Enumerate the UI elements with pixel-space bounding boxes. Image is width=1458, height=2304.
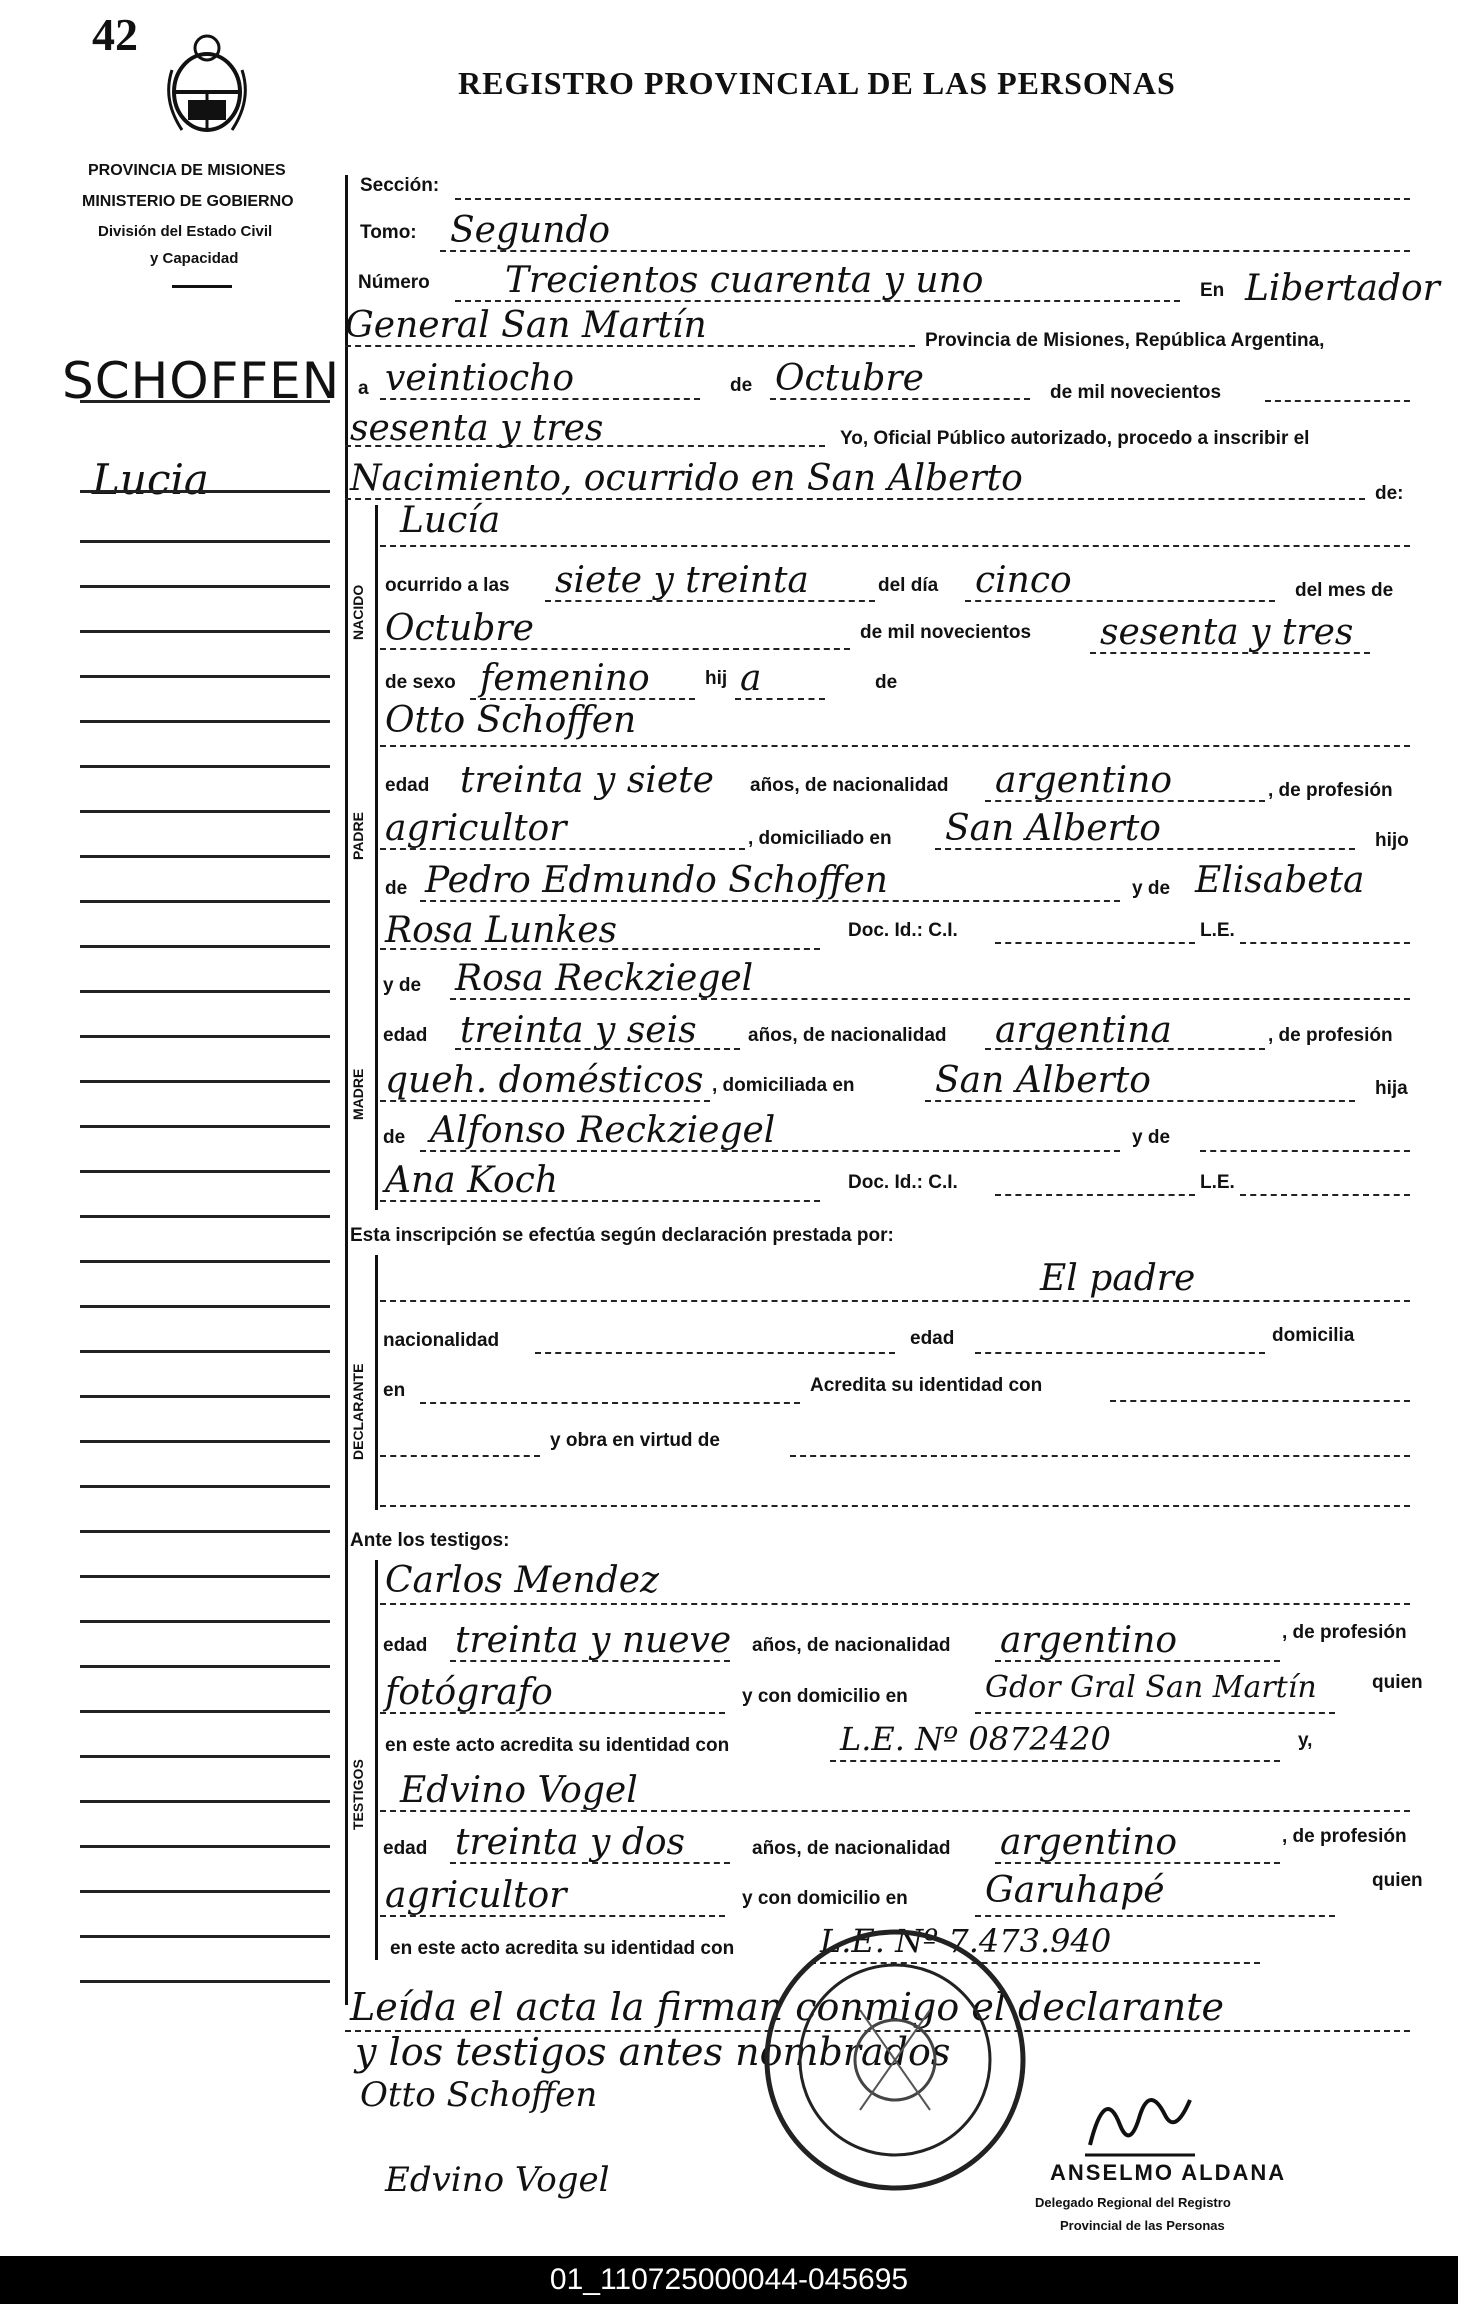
testigo1-prof-label: , de profesión bbox=[1282, 1622, 1407, 1643]
testigo1-nombre-value: Carlos Mendez bbox=[385, 1560, 659, 1601]
madre-nombre-value: Rosa Reckziegel bbox=[455, 958, 754, 999]
sidebar-rule bbox=[80, 1350, 330, 1353]
sidebar-rule bbox=[80, 585, 330, 588]
padre-le-line bbox=[1240, 942, 1410, 944]
testigo1-nac-line bbox=[995, 1660, 1280, 1662]
padre-label: PADRE bbox=[350, 812, 366, 860]
madre-madre-value: Ana Koch bbox=[385, 1160, 559, 1201]
padre-doc-line bbox=[995, 942, 1195, 944]
declarante-nac-label: nacionalidad bbox=[383, 1330, 500, 1351]
testigos-vertical-label: TESTIGOS bbox=[350, 1759, 366, 1830]
testigo2-profesion-value: agricultor bbox=[385, 1875, 567, 1916]
seccion-label: Sección: bbox=[360, 175, 440, 196]
declarante-dom-label: domicilia bbox=[1272, 1325, 1355, 1346]
padre-hijo-label: hijo bbox=[1375, 830, 1409, 851]
declarante-line bbox=[380, 1300, 1410, 1302]
nombre-line bbox=[380, 545, 1410, 547]
mes-nac-line bbox=[380, 648, 850, 650]
testigo1-nombre-line bbox=[380, 1603, 1410, 1605]
hij-suffix: a bbox=[740, 658, 762, 699]
en-label: En bbox=[1200, 280, 1225, 301]
org-line-4: y Capacidad bbox=[150, 250, 239, 267]
padre-de-label: de bbox=[385, 878, 408, 899]
madre-le-line bbox=[1240, 1194, 1410, 1196]
cierre-line-1: Leída el acta la firman conmigo el declarante bbox=[350, 1985, 1225, 2029]
padre-prof-label: , de profesión bbox=[1268, 780, 1393, 801]
madre-nacionalidad-value: argentina bbox=[995, 1010, 1172, 1051]
sidebar-rule bbox=[80, 675, 330, 678]
sidebar-rule bbox=[80, 1710, 330, 1713]
testigo2-dom-line bbox=[975, 1915, 1335, 1917]
del-mes-label: del mes de bbox=[1295, 580, 1394, 601]
mes-line bbox=[770, 398, 1030, 400]
sidebar-rule bbox=[80, 1485, 330, 1488]
madre-label: MADRE bbox=[350, 1068, 366, 1120]
numero-value: Trecientos cuarenta y uno bbox=[505, 260, 984, 301]
obra-label: y obra en virtud de bbox=[550, 1430, 720, 1451]
declarante-label: DECLARANTE bbox=[350, 1363, 366, 1460]
declarante-border bbox=[375, 1255, 378, 1510]
dia-line bbox=[380, 398, 700, 400]
testigo2-quien-label: quien bbox=[1372, 1870, 1423, 1891]
sidebar-rule bbox=[80, 1665, 330, 1668]
nacido-label: NACIDO bbox=[350, 584, 366, 640]
firma-otto: Otto Schoffen bbox=[360, 2075, 598, 2115]
org-line-3: División del Estado Civil bbox=[98, 223, 273, 240]
provincia-label: Provincia de Misiones, República Argentina, bbox=[925, 330, 1325, 351]
tomo-value: Segundo bbox=[450, 210, 611, 251]
padre-edad-value: treinta y siete bbox=[460, 760, 714, 801]
testigo1-acto-label: en este acto acredita su identidad con bbox=[385, 1735, 730, 1756]
del-dia-label: del día bbox=[878, 575, 939, 596]
padre-nombre-line bbox=[380, 745, 1410, 747]
de-mil-2-label: de mil novecientos bbox=[860, 622, 1032, 643]
testigo1-profesion-value: fotógrafo bbox=[385, 1672, 553, 1713]
sidebar-rule bbox=[80, 900, 330, 903]
acto-value: Nacimiento, ocurrido en San Alberto bbox=[350, 458, 1023, 499]
madre-edad-label: edad bbox=[383, 1025, 428, 1046]
sidebar-rule bbox=[80, 990, 330, 993]
mil-line bbox=[1265, 400, 1410, 402]
padre-dom-line bbox=[935, 848, 1355, 850]
sidebar-rule bbox=[80, 765, 330, 768]
madre-profesion-value: queh. domésticos bbox=[385, 1060, 704, 1101]
sidebar-surname: SCHOFFEN bbox=[62, 352, 341, 410]
padre-madre-value-1: Elisabeta bbox=[1195, 860, 1365, 901]
sidebar-rule bbox=[80, 540, 330, 543]
sidebar-rule bbox=[80, 1980, 330, 1983]
testigo1-dom-label: y con domicilio en bbox=[742, 1686, 908, 1707]
official-name: ANSELMO ALDANA bbox=[1050, 2160, 1287, 2185]
sidebar-rule bbox=[80, 855, 330, 858]
sidebar-rule bbox=[80, 400, 330, 403]
sidebar-rule bbox=[80, 810, 330, 813]
padre-padre-line bbox=[420, 900, 1120, 902]
testigo2-nac-label: años, de nacionalidad bbox=[752, 1838, 951, 1859]
de-mil-label: de mil novecientos bbox=[1050, 382, 1222, 403]
madre-nombre-line bbox=[450, 998, 1410, 1000]
testigo1-edad-value: treinta y nueve bbox=[455, 1620, 732, 1661]
dia-nac-line bbox=[965, 600, 1275, 602]
hora-line bbox=[545, 600, 875, 602]
madre-nac-line bbox=[985, 1048, 1265, 1050]
testigo1-domicilio-value: Gdor Gral San Martín bbox=[985, 1670, 1317, 1705]
padre-domicilio-value: San Alberto bbox=[945, 808, 1161, 849]
padre-nac-label: años, de nacionalidad bbox=[750, 775, 949, 796]
testigo1-dom-line bbox=[975, 1712, 1335, 1714]
madre-yde-2-label: y de bbox=[1132, 1127, 1171, 1148]
madre-nac-label: años, de nacionalidad bbox=[748, 1025, 947, 1046]
de-label-2: de bbox=[875, 672, 898, 693]
dia-nac-value: cinco bbox=[975, 560, 1072, 601]
declarante-end-line bbox=[380, 1505, 1410, 1507]
numero-line bbox=[455, 300, 1180, 302]
declaracion-label: Esta inscripción se efectúa según declaración prestada por: bbox=[350, 1225, 894, 1246]
acredita-label: Acredita su identidad con bbox=[810, 1375, 1043, 1396]
sidebar-rule bbox=[80, 1170, 330, 1173]
anio-nac-line bbox=[1090, 652, 1370, 654]
padre-doc-label: Doc. Id.: C.I. bbox=[848, 920, 958, 941]
padre-dom-label: , domiciliado en bbox=[748, 828, 892, 849]
org-line-1: PROVINCIA DE MISIONES bbox=[88, 162, 286, 179]
testigo1-edad-line bbox=[450, 1660, 730, 1662]
sidebar-rule bbox=[80, 1035, 330, 1038]
sidebar-rule bbox=[80, 1260, 330, 1263]
testigo2-edad-value: treinta y dos bbox=[455, 1822, 686, 1863]
sidebar-rule bbox=[80, 1125, 330, 1128]
declarante-edad-line bbox=[975, 1352, 1265, 1354]
padre-edad-label: edad bbox=[385, 775, 430, 796]
hij-line bbox=[735, 698, 825, 700]
seccion-line bbox=[455, 198, 1410, 200]
padre-border bbox=[375, 700, 378, 965]
sidebar-rule bbox=[80, 1080, 330, 1083]
padre-yde-label: y de bbox=[1132, 878, 1171, 899]
sidebar-rule bbox=[80, 1935, 330, 1938]
firma-edvino: Edvino Vogel bbox=[385, 2160, 610, 2200]
testigo2-prof-label: , de profesión bbox=[1282, 1826, 1407, 1847]
testigo2-nac-line bbox=[995, 1862, 1280, 1864]
madre-edad-line bbox=[455, 1048, 740, 1050]
sexo-value: femenino bbox=[480, 658, 650, 699]
declarante-en-label: en bbox=[383, 1380, 406, 1401]
testigos-border bbox=[375, 1560, 378, 1960]
madre-de-label: de bbox=[383, 1127, 406, 1148]
testigo2-edad-label: edad bbox=[383, 1838, 428, 1859]
official-role-1: Delegado Regional del Registro bbox=[1035, 2195, 1231, 2210]
sidebar-rule bbox=[80, 1395, 330, 1398]
testigo1-nac-label: años, de nacionalidad bbox=[752, 1635, 951, 1656]
testigo1-quien-label: quien bbox=[1372, 1672, 1423, 1693]
ocurrido-label: ocurrido a las bbox=[385, 575, 510, 596]
org-line-2: MINISTERIO DE GOBIERNO bbox=[82, 193, 294, 210]
sidebar-rule bbox=[80, 630, 330, 633]
testigo1-doc-value: L.E. Nº 0872420 bbox=[840, 1720, 1111, 1758]
mes-value: Octubre bbox=[775, 358, 924, 399]
madre-yde-label: y de bbox=[383, 975, 422, 996]
document-title: REGISTRO PROVINCIAL DE LAS PERSONAS bbox=[458, 65, 1176, 101]
testigo2-prof-line bbox=[380, 1915, 725, 1917]
lugar-value-1: Libertador bbox=[1245, 268, 1440, 309]
madre-dom-label: , domiciliada en bbox=[712, 1075, 855, 1096]
nombre-value: Lucía bbox=[400, 500, 501, 541]
sidebar-rule bbox=[80, 490, 330, 493]
madre-domicilio-value: San Alberto bbox=[935, 1060, 1151, 1101]
sidebar-rule bbox=[80, 1215, 330, 1218]
sidebar-rule bbox=[80, 1530, 330, 1533]
madre-dom-line bbox=[925, 1100, 1355, 1102]
testigo2-doc-value: L.E. Nº 7.473.940 bbox=[820, 1922, 1112, 1960]
sidebar-rule bbox=[80, 1890, 330, 1893]
testigo2-nombre-value: Edvino Vogel bbox=[400, 1770, 638, 1811]
official-role-2: Provincial de las Personas bbox=[1060, 2218, 1225, 2233]
testigo2-acto-label: en este acto acredita su identidad con bbox=[390, 1938, 735, 1959]
sidebar-rule bbox=[80, 945, 330, 948]
testigo2-edad-line bbox=[450, 1862, 730, 1864]
coat-of-arms-seal bbox=[160, 30, 255, 145]
testigo2-nombre-line bbox=[380, 1810, 1410, 1812]
testigo1-prof-line bbox=[380, 1712, 725, 1714]
testigos-label: Ante los testigos: bbox=[350, 1530, 510, 1551]
numero-label: Número bbox=[358, 272, 430, 293]
madre-padre-value: Alfonso Reckziegel bbox=[430, 1110, 776, 1151]
anio-value: sesenta y tres bbox=[350, 408, 604, 449]
padre-profesion-value: agricultor bbox=[385, 808, 567, 849]
madre-edad-value: treinta y seis bbox=[460, 1010, 697, 1051]
padre-madre-line bbox=[380, 948, 820, 950]
de-label: de bbox=[730, 375, 753, 396]
declarante-edad-label: edad bbox=[910, 1328, 955, 1349]
tomo-label: Tomo: bbox=[360, 222, 417, 243]
official-signature bbox=[1080, 2075, 1200, 2165]
a-label: a bbox=[358, 378, 369, 399]
madre-madre-top-line bbox=[1200, 1150, 1410, 1152]
testigo2-dom-label: y con domicilio en bbox=[742, 1888, 908, 1909]
document-code-footer: 01_110725000044-045695 bbox=[0, 2256, 1458, 2304]
hora-value: siete y treinta bbox=[555, 560, 809, 601]
sidebar-rule bbox=[80, 1620, 330, 1623]
sidebar-rule bbox=[80, 1575, 330, 1578]
main-border bbox=[345, 175, 348, 2005]
registry-stamp bbox=[760, 1920, 1030, 2200]
padre-madre-value-2: Rosa Lunkes bbox=[385, 910, 618, 951]
obra-pre-line bbox=[380, 1455, 540, 1457]
testigo2-domicilio-value: Garuhapé bbox=[985, 1870, 1165, 1911]
madre-hija-label: hija bbox=[1375, 1078, 1408, 1099]
padre-nac-line bbox=[985, 800, 1265, 802]
madre-le-label: L.E. bbox=[1200, 1172, 1235, 1193]
padre-le-label: L.E. bbox=[1200, 920, 1235, 941]
lugar-value-2: General San Martín bbox=[345, 305, 707, 346]
padre-nombre-value: Otto Schoffen bbox=[385, 700, 637, 741]
madre-doc-line bbox=[995, 1194, 1195, 1196]
declarante-value: El padre bbox=[1040, 1258, 1196, 1299]
de-colon-label: de: bbox=[1375, 483, 1404, 504]
obra-line bbox=[790, 1455, 1410, 1457]
tomo-line bbox=[440, 250, 1410, 252]
padre-prof-line bbox=[380, 848, 745, 850]
sidebar-rule bbox=[80, 720, 330, 723]
sexo-label: de sexo bbox=[385, 672, 456, 693]
cierre-line-2: y los testigos antes nombrados bbox=[355, 2030, 951, 2074]
sidebar-rule bbox=[80, 1845, 330, 1848]
madre-border bbox=[375, 955, 378, 1210]
madre-padre-line bbox=[420, 1150, 1120, 1152]
testigo1-y-label: y, bbox=[1298, 1730, 1313, 1751]
sidebar-given-name: Lucia bbox=[92, 455, 209, 504]
lugar-line bbox=[345, 345, 915, 347]
dia-value: veintiocho bbox=[385, 358, 575, 399]
anio-nac-value: sesenta y tres bbox=[1100, 612, 1354, 653]
madre-madre-line bbox=[380, 1200, 820, 1202]
madre-doc-label: Doc. Id.: C.I. bbox=[848, 1172, 958, 1193]
sidebar-rule bbox=[80, 1305, 330, 1308]
padre-padre-value: Pedro Edmundo Schoffen bbox=[425, 860, 888, 901]
declarante-nac-line bbox=[535, 1352, 895, 1354]
sidebar-rule bbox=[80, 1800, 330, 1803]
testigo1-doc-line bbox=[830, 1760, 1280, 1762]
page-number: 42 bbox=[92, 9, 138, 60]
declarante-en-line bbox=[420, 1402, 800, 1404]
madre-prof-label: , de profesión bbox=[1268, 1025, 1393, 1046]
acredita-line bbox=[1110, 1400, 1410, 1402]
sidebar-rule bbox=[80, 1440, 330, 1443]
hij-label: hij bbox=[705, 668, 728, 689]
sidebar-rule bbox=[80, 1755, 330, 1758]
yo-oficial-label: Yo, Oficial Público autorizado, procedo a inscribir el bbox=[840, 428, 1310, 449]
madre-prof-line bbox=[380, 1100, 710, 1102]
mes-nac-value: Octubre bbox=[385, 608, 534, 649]
padre-nacionalidad-value: argentino bbox=[995, 760, 1173, 801]
testigo2-nacionalidad-value: argentino bbox=[1000, 1822, 1178, 1863]
testigo1-edad-label: edad bbox=[383, 1635, 428, 1656]
testigo1-nacionalidad-value: argentino bbox=[1000, 1620, 1178, 1661]
anio-line bbox=[345, 445, 825, 447]
org-divider bbox=[172, 285, 232, 288]
